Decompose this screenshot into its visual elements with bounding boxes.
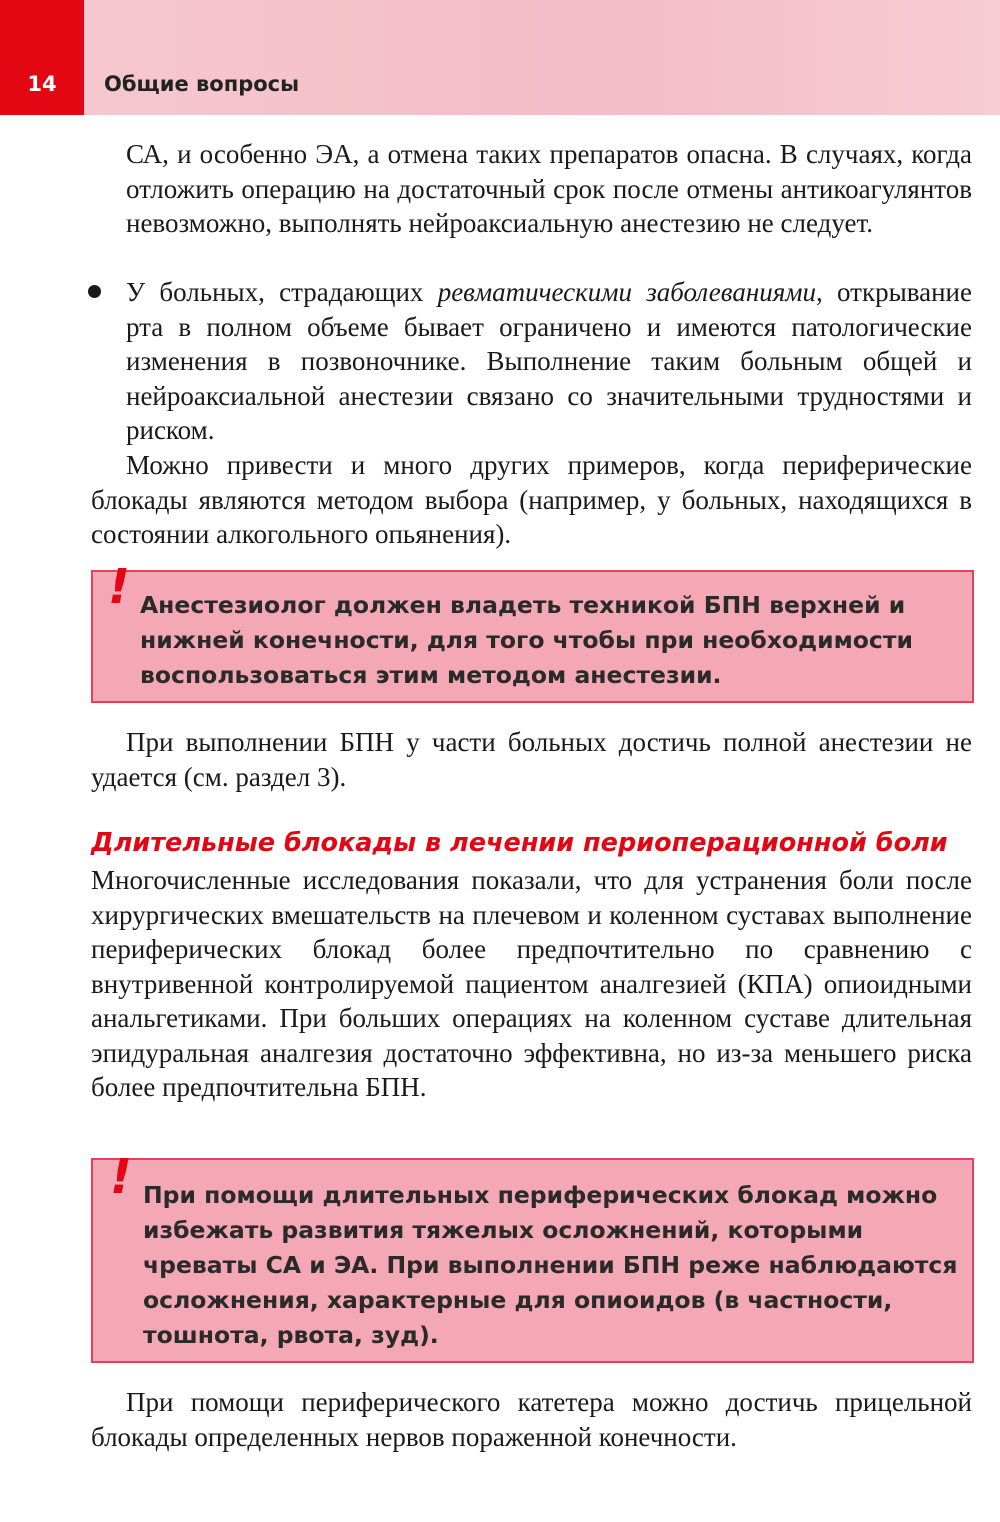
paragraph-5: При помощи периферического катетера можно достичь прицельной блокады определенных нервов пораженной конечности. [91,1387,972,1452]
callout-text-2: При помощи длительных периферических блокад можно избежать развития тяжелых осложнений, которыми чреваты СА и ЭА. При выполнении БПН реже наблюдаются осложнения, характерные для опиоидов (в частности, тошнота, рвота, зуд). [143,1181,958,1349]
callout-text-1: Анестезиолог должен владеть техникой БПН верхней и нижней конечности, для того чтобы при необходимости воспользоваться этим методом анестезии. [140,591,913,689]
paragraph-2: Можно привести и много других примеров, когда периферические блокады являются методом выбора (например, у больных, находящихся в состоянии алкогольного опьянения). [91,450,972,549]
page-number-box [0,0,84,115]
exclamation-icon: ! [108,559,130,615]
bullet-item [126,275,972,448]
running-head: Общие вопросы [104,72,300,96]
bullet-dot [88,285,101,298]
page-number: 14 [27,72,57,96]
page-header [0,0,1000,115]
bullet-text-start: У больных, страдающих [126,277,438,307]
paragraph-1: СА, и особенно ЭА, а отмена таких препаратов опасна. В случаях, когда отложить операцию на достаточный срок после отмены антикоагулянтов невозможно, выполнять нейроаксиальную анестезию не следует. [126,139,972,238]
bullet-emphasis: ревматическими заболеваниями [437,277,816,307]
exclamation-icon: ! [110,1149,132,1205]
paragraph-4: Многочисленные исследования показали, что для устранения боли после хирургических вмешательств на плечевом и коленном суставах выполнение периферических блокад более предпочтительно по сравнению с внутривенной контролируемой пациентом аналгезией (КПА) опиоидными анальгетиками. При больших операциях на коленном суставе длительная эпидуральная аналгезия достаточно эффективна, но из-за меньшего риска более предпочтительна БПН. [91,865,972,1102]
bullet-text-end: , открывание рта в полном объеме бывает ограничено и имеются патологические изменения в позвоночнике. Выполнение таким больным общей и нейроаксиальной анестезии связано со значительными трудностями и риском. [126,277,972,445]
section-heading: Длительные блокады в лечении периоперационной боли [91,828,948,858]
paragraph-3: При выполнении БПН у части больных достичь полной анестезии не удается (см. раздел 3). [91,727,972,792]
